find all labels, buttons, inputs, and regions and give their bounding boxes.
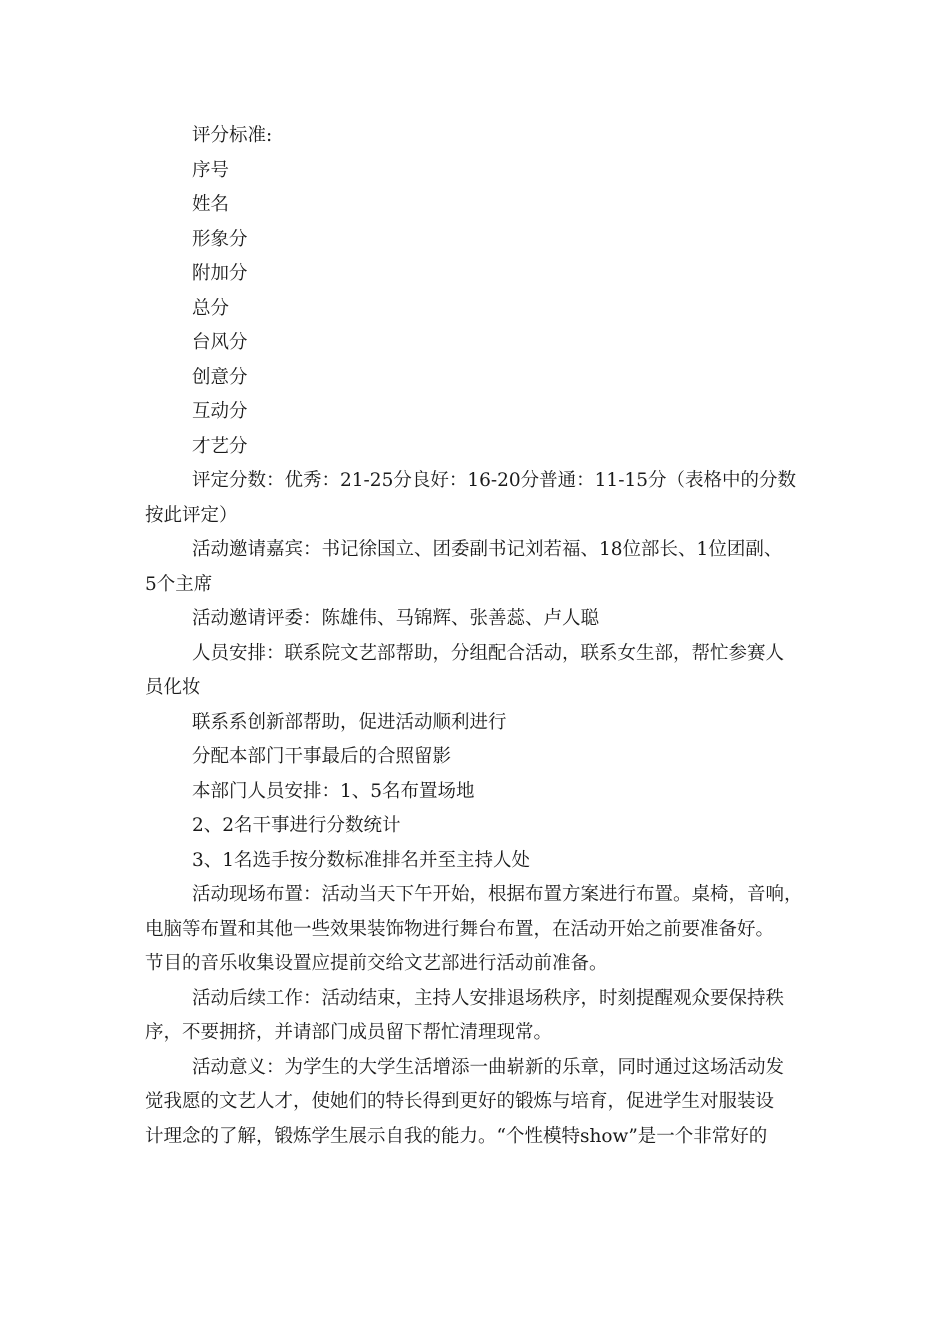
text-line: 附加分	[192, 263, 248, 284]
text-line: 活动现场布置：活动当天下午开始，根据布置方案进行布置。桌椅，音响，	[192, 884, 803, 905]
text-line: 活动邀请嘉宾：书记徐国立、团委副书记刘若福、18位部长、1位团副、	[192, 539, 783, 560]
text-line: 评定分数：优秀：21-25分良好：16-20分普通：11-15分（表格中的分数	[192, 470, 796, 491]
text-line: 分配本部门干事最后的合照留影	[192, 746, 452, 767]
text-line: 才艺分	[192, 435, 248, 457]
text-line: 活动后续工作：活动结束，主持人安排退场秩序，时刻提醒观众要保持秩	[192, 987, 785, 1009]
text-line: 人员安排：联系院文艺部帮助，分组配合活动，联系女生部，帮忙参赛人	[192, 642, 785, 664]
text-line: 3、1名选手按分数标准排名并至主持人处	[192, 849, 531, 871]
text-line: 按此评定）	[145, 504, 238, 526]
text-line: 活动邀请评委：陈雄伟、马锦辉、张善蕊、卢人聪	[192, 608, 600, 629]
text-line: 5个主席	[145, 573, 213, 595]
document-body	[145, 119, 810, 1154]
text-line: 电脑等布置和其他一些效果装饰物进行舞台布置，在活动开始之前要准备好。	[145, 918, 775, 940]
text-line: 姓名	[192, 194, 230, 215]
text-line: 序，不要拥挤，并请部门成员留下帮忙清理现常。	[145, 1022, 553, 1043]
text-line: 创意分	[192, 366, 248, 388]
text-line: 员化妆	[145, 677, 201, 698]
text-line: 活动意义：为学生的大学生活增添一曲崭新的乐章，同时通过这场活动发	[192, 1056, 785, 1078]
text-line: 2、2名干事进行分数统计	[192, 815, 401, 836]
text-line: 台风分	[192, 332, 248, 353]
text-line: 觉我愿的文艺人才，使她们的特长得到更好的锻炼与培育，促进学生对服装设	[145, 1091, 775, 1112]
text-line: 总分	[192, 297, 230, 319]
text-line: 节目的音乐收集设置应提前交给文艺部进行活动前准备。	[145, 953, 608, 974]
text-line: 形象分	[192, 228, 248, 250]
text-line: 序号	[192, 159, 230, 181]
text-line: 联系系创新部帮助，促进活动顺利进行	[192, 711, 507, 733]
text-line: 计理念的了解，锻炼学生展示自我的能力。“个性模特show”是一个非常好的	[145, 1125, 768, 1147]
text-line: 互动分	[192, 401, 248, 422]
text-line: 评分标准:	[192, 125, 273, 146]
text-line: 本部门人员安排：1、5名布置场地	[192, 780, 475, 802]
